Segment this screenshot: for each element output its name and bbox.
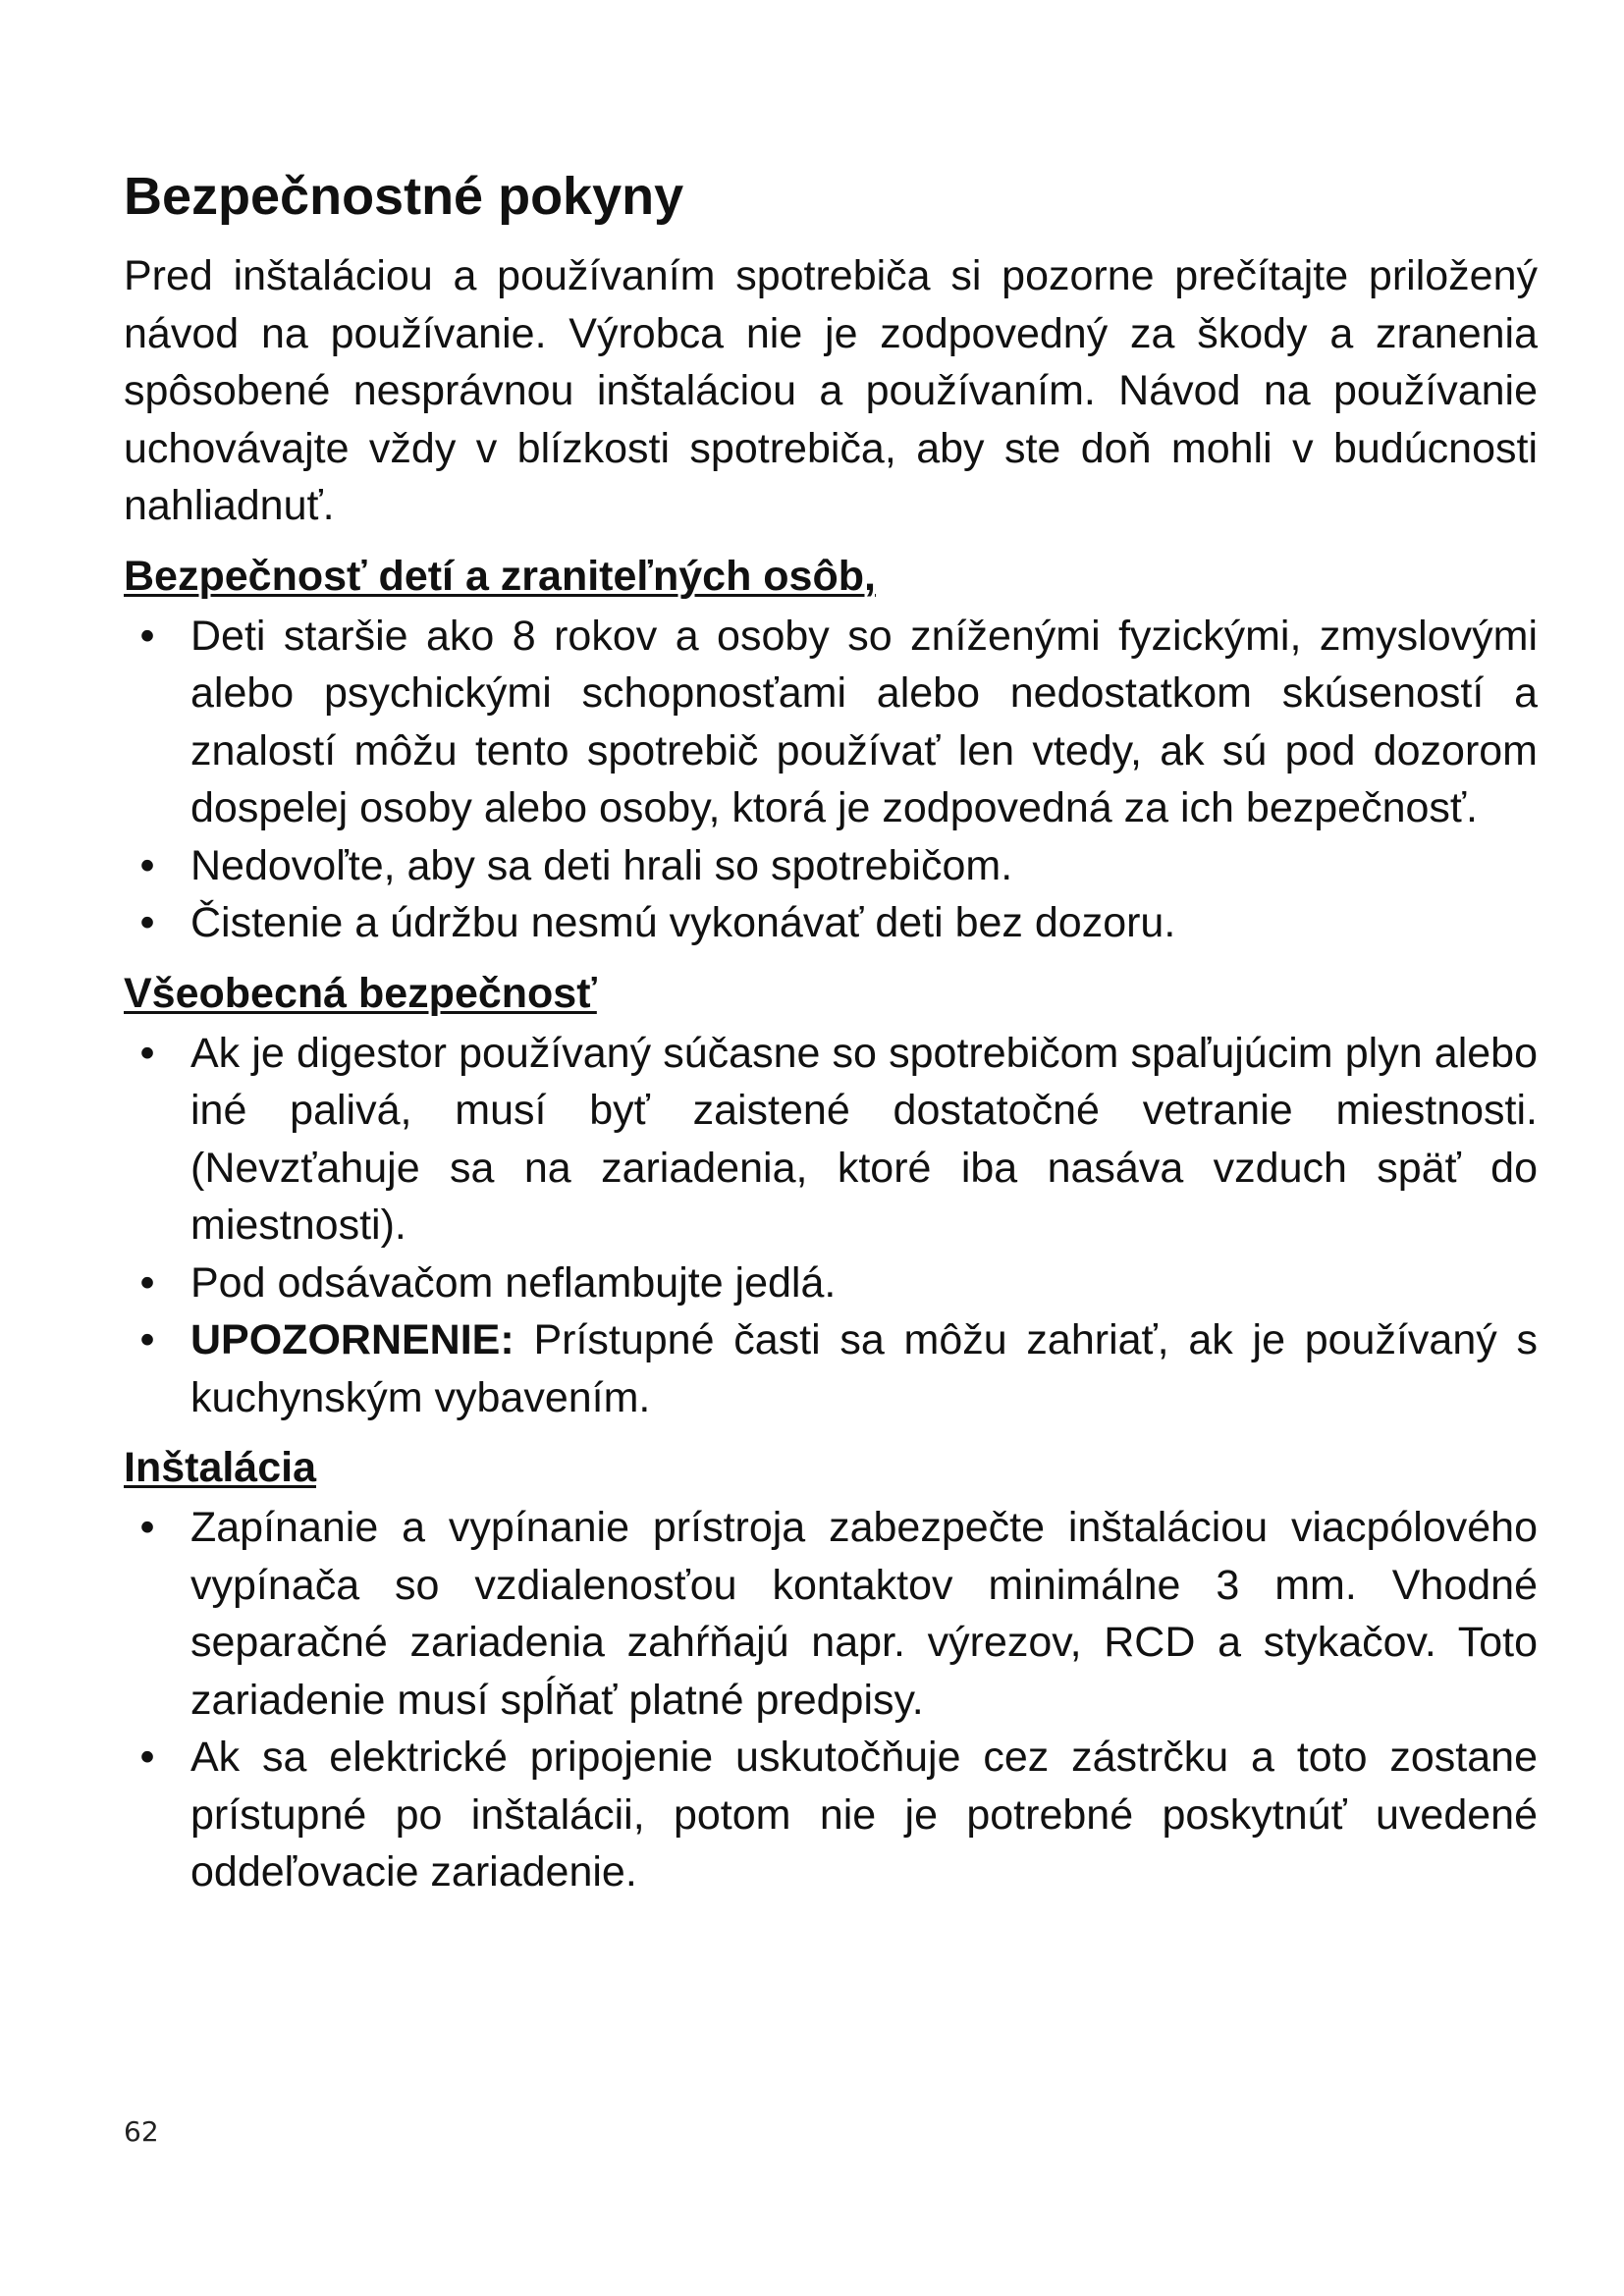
list-item bbox=[124, 1499, 1538, 1729]
list-item-text: Pod odsávačom neflambujte jedlá. bbox=[190, 1258, 837, 1307]
list-item-text: Čistenie a údržbu nesmú vykonávať deti bez dozoru. bbox=[190, 899, 1176, 946]
bullet-icon: • bbox=[139, 1029, 155, 1077]
bullet-icon: • bbox=[139, 612, 155, 660]
bullet-icon: • bbox=[139, 1734, 155, 1781]
list-item bbox=[124, 894, 1538, 952]
list-item-text: Nedovoľte, aby sa deti hrali so spotrebičom. bbox=[190, 841, 1013, 889]
bullet-icon: • bbox=[139, 841, 155, 889]
list-item-text: Ak je digestor používaný súčasne so spotrebičom spaľujúcim plyn alebo iné palivá, musí byť zaistené dostatočné vetranie miestnosti. (Nevzťahuje sa na zariadenia, ktoré iba nasáva vzduch späť do miestnosti). bbox=[190, 1029, 1538, 1249]
page-title: Bezpečnostné pokyny bbox=[124, 167, 684, 226]
section-heading-installation: Inštalácia bbox=[124, 1444, 316, 1491]
section-heading-children-safety: Bezpečnosť detí a zraniteľných osôb, bbox=[124, 552, 876, 600]
list-item bbox=[124, 608, 1538, 837]
section-heading-general-safety: Všeobecná bezpečnosť bbox=[124, 969, 597, 1017]
list-item bbox=[124, 1729, 1538, 1901]
list-item-text: Zapínanie a vypínanie prístroja zabezpečte inštaláciou viacpólového vypínača so vzdialenosťou kontaktov minimálne 3 mm. Vhodné separačné zariadenia zahŕňajú napr. výrezov, RCD a stykačov. Toto zariadenie musí spĺňať platné predpisy. bbox=[190, 1504, 1538, 1724]
list-item-text: Deti staršie ako 8 rokov a osoby so zníženými fyzickými, zmyslovými alebo psychickými schopnosťami alebo nedostatkom skúseností a znalostí môžu tento spotrebič používať len vtedy, ak sú pod dozorom dospelej osoby alebo osoby, ktorá je zodpovedná za ich bezpečnosť. bbox=[190, 612, 1538, 831]
page-number: 62 bbox=[124, 2115, 159, 2148]
list-item bbox=[124, 1255, 1538, 1312]
bullet-icon: • bbox=[139, 1258, 155, 1307]
list-item-text: Ak sa elektrické pripojenie uskutočňuje cez zástrčku a toto zostane prístupné po inštalácii, potom nie je potrebné poskytnúť uvedené oddeľovacie zariadenie. bbox=[190, 1734, 1538, 1896]
installation-list bbox=[124, 1499, 1538, 1901]
bullet-icon: • bbox=[139, 1504, 155, 1551]
document-page bbox=[124, 157, 1538, 1913]
intro-paragraph: Pred inštaláciou a používaním spotrebiča si pozorne prečítajte priložený návod na používanie. Výrobca nie je zodpovedný za škody a zranenia spôsobené nesprávnou inštaláciou a používaním. Návod na používanie uchovávajte vždy v blízkosti spotrebiča, aby ste doň mohli v budúcnosti nahliadnuť. bbox=[124, 252, 1538, 529]
warning-list-item bbox=[124, 1311, 1538, 1426]
warning-text: Prístupné časti sa môžu zahriať, ak je používaný s kuchynským vybavením. bbox=[190, 1316, 1538, 1421]
list-item bbox=[124, 837, 1538, 895]
bullet-icon: • bbox=[139, 1316, 155, 1363]
general-safety-list bbox=[124, 1025, 1538, 1427]
warning-label: UPOZORNENIE: bbox=[190, 1316, 514, 1363]
bullet-icon: • bbox=[139, 899, 155, 946]
children-safety-list bbox=[124, 608, 1538, 952]
list-item bbox=[124, 1025, 1538, 1255]
